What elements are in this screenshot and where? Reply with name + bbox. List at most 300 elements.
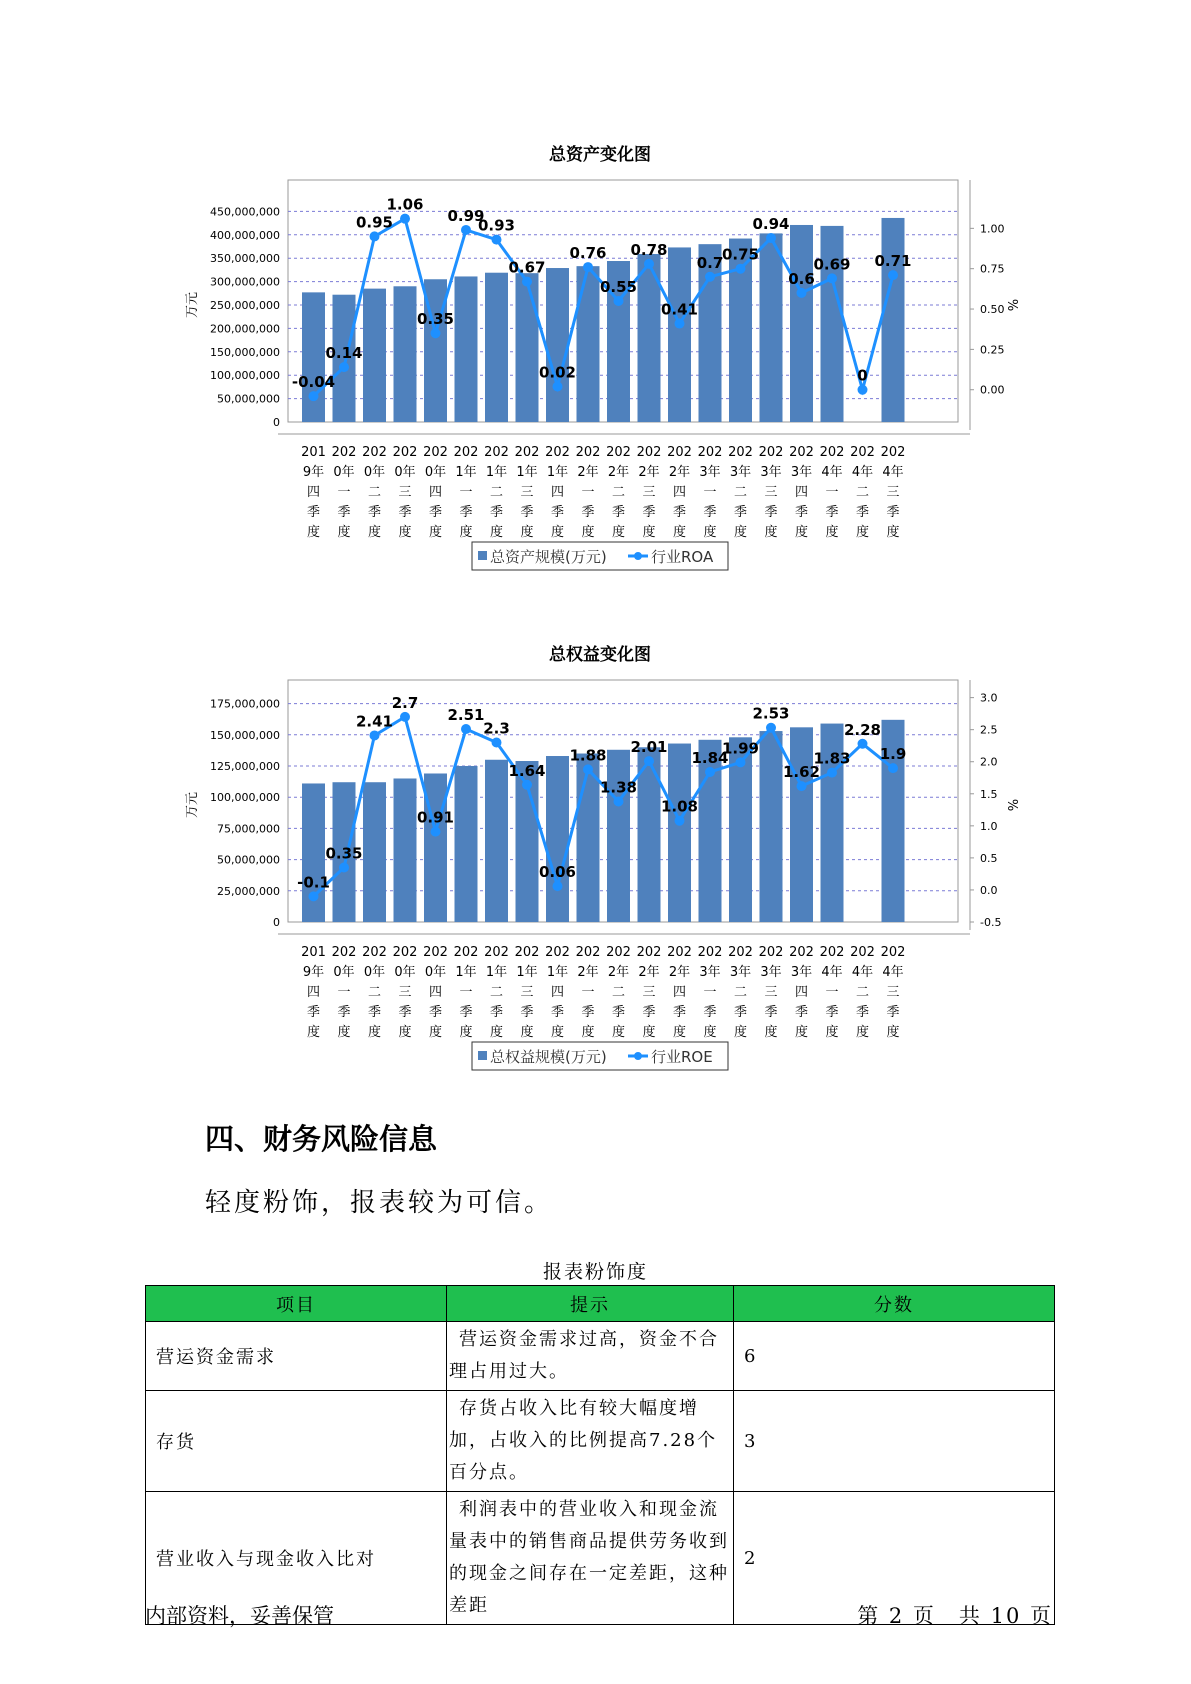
category-label: 季: [520, 505, 534, 520]
category-label: 季: [794, 1005, 809, 1020]
category-label: 一: [825, 985, 839, 1000]
category-label: 一: [581, 485, 595, 500]
category-label: 202: [514, 445, 540, 460]
category-label: 202: [575, 445, 601, 460]
bar: [455, 766, 478, 922]
category-label: 三: [764, 985, 778, 1000]
category-label: 202: [758, 945, 784, 960]
category-label: 三: [764, 485, 778, 500]
category-label: 季: [764, 1005, 778, 1020]
bar: [760, 731, 783, 922]
category-label: 二: [733, 485, 748, 500]
line-point: [461, 724, 471, 734]
category-label: 四: [428, 485, 443, 500]
risk-table: [145, 1285, 1055, 1625]
left-tick-label: 50,000,000: [217, 853, 280, 867]
data-label: 0.02: [538, 363, 577, 382]
category-label: 3年: [729, 465, 752, 480]
right-tick-label: 0.00: [980, 383, 1005, 397]
row-item: 营业收入与现金收入比对: [146, 1492, 447, 1625]
line-point: [858, 739, 868, 749]
left-tick-label: 250,000,000: [210, 299, 280, 312]
data-label: 0.35: [416, 310, 455, 329]
category-label: 季: [703, 505, 717, 520]
category-label: 四: [794, 485, 809, 500]
category-label: 二: [855, 985, 870, 1000]
legend-bar-swatch: [478, 1051, 487, 1060]
left-tick-label: 200,000,000: [210, 322, 280, 336]
data-label: 0.78: [630, 240, 668, 259]
right-axis-title: %: [1004, 298, 1019, 312]
category-label: 202: [606, 445, 631, 460]
category-label: 202: [819, 945, 845, 960]
data-label: 2.53: [752, 704, 790, 723]
category-label: 度: [367, 525, 382, 540]
data-label: 1.9: [879, 745, 907, 764]
category-label: 202: [484, 445, 509, 460]
line-point: [705, 767, 715, 777]
category-label: 二: [611, 485, 626, 500]
line-point: [522, 277, 532, 287]
category-label: 四: [672, 985, 687, 1000]
bar: [546, 268, 569, 422]
category-label: 202: [392, 445, 418, 460]
category-label: 季: [581, 1005, 595, 1020]
category-label: 度: [489, 1025, 504, 1040]
data-label: 1.06: [386, 195, 424, 214]
category-label: 季: [733, 1005, 748, 1020]
category-label: 202: [453, 445, 479, 460]
category-label: 度: [642, 525, 656, 540]
category-label: 度: [886, 525, 900, 540]
category-label: 1年: [546, 465, 569, 480]
left-tick-label: 125,000,000: [210, 760, 280, 773]
category-label: 四: [550, 985, 565, 1000]
line-point: [400, 214, 410, 224]
row-hint: 利润表中的营业收入和现金流量表中的销售商品提供劳务收到的现金之间存在一定差距，这种差距: [447, 1492, 734, 1625]
data-label: 0.91: [416, 808, 455, 827]
category-label: 季: [733, 505, 748, 520]
left-tick-label: 100,000,000: [210, 369, 280, 383]
header-item: 项目: [146, 1286, 447, 1322]
category-label: 202: [728, 445, 753, 460]
data-label: 0.95: [355, 213, 394, 232]
bar: [577, 266, 600, 422]
category-label: 202: [575, 945, 601, 960]
category-label: 2年: [668, 965, 691, 980]
right-tick-label: 0.0: [980, 883, 998, 897]
data-label: 1.62: [782, 763, 821, 782]
category-label: 二: [489, 485, 504, 500]
right-axis-title: %: [1004, 798, 1019, 812]
bar: [485, 273, 508, 422]
category-label: 4年: [821, 965, 843, 980]
category-label: 2年: [607, 465, 630, 480]
category-label: 三: [520, 485, 534, 500]
category-label: 202: [331, 945, 357, 960]
right-tick-label: 2.0: [980, 755, 998, 769]
legend-bar-label: 总资产规模(万元): [490, 548, 607, 566]
header-hint: 提示: [447, 1286, 734, 1322]
category-label: 季: [489, 1005, 504, 1020]
category-label: 201: [301, 445, 326, 460]
header-score: 分数: [734, 1286, 1055, 1322]
category-label: 一: [703, 485, 717, 500]
category-label: 一: [703, 985, 717, 1000]
bar: [455, 276, 478, 422]
category-label: 202: [362, 945, 387, 960]
category-label: 季: [611, 505, 626, 520]
data-label: -0.04: [291, 373, 336, 392]
category-label: 季: [459, 1005, 473, 1020]
category-label: 2年: [607, 965, 630, 980]
category-label: 0年: [424, 965, 447, 980]
legend-line-marker: [634, 1052, 642, 1060]
data-label: 2.28: [843, 720, 882, 739]
left-tick-label: 50,000,000: [217, 392, 280, 406]
category-label: 0年: [394, 965, 416, 980]
category-label: 1年: [485, 965, 508, 980]
category-label: 度: [459, 525, 473, 540]
category-label: 季: [642, 1005, 656, 1020]
line-point: [583, 764, 593, 774]
left-axis-title: 万元: [185, 791, 200, 819]
category-label: 度: [428, 525, 443, 540]
data-label: 2.01: [630, 738, 668, 757]
category-label: 1年: [516, 465, 538, 480]
category-label: 度: [337, 525, 351, 540]
category-label: 9年: [302, 965, 325, 980]
category-label: 度: [764, 525, 778, 540]
category-label: 3年: [790, 465, 813, 480]
category-label: 202: [636, 945, 662, 960]
category-label: 202: [423, 945, 448, 960]
risk-summary: 轻度粉饰，报表较为可信。: [205, 1188, 554, 1218]
category-label: 一: [581, 985, 595, 1000]
bar: [516, 273, 539, 422]
category-label: 季: [672, 1005, 687, 1020]
category-label: 季: [794, 505, 809, 520]
line-point: [644, 756, 654, 766]
line-point: [827, 768, 837, 778]
category-label: 度: [672, 525, 687, 540]
category-label: 季: [825, 1005, 839, 1020]
category-label: 度: [520, 1025, 534, 1040]
data-label: 1.84: [691, 748, 729, 767]
category-label: 度: [733, 525, 748, 540]
data-label: 0.99: [447, 206, 485, 225]
bar: [790, 727, 813, 922]
right-tick-label: 0.5: [980, 851, 998, 865]
category-label: 2年: [577, 465, 599, 480]
category-label: 季: [489, 505, 504, 520]
right-tick-label: 0.50: [980, 303, 1005, 317]
left-tick-label: 300,000,000: [210, 275, 280, 289]
category-label: 季: [642, 505, 656, 520]
line-point: [736, 264, 746, 274]
right-tick-label: 0.25: [980, 343, 1005, 357]
category-label: 0年: [333, 465, 355, 480]
total-equity-chart: [0, 630, 1191, 1100]
category-label: 4年: [882, 465, 904, 480]
category-label: 202: [789, 445, 814, 460]
line-point: [614, 296, 624, 306]
right-tick-label: 1.5: [980, 787, 998, 801]
right-tick-label: 1.00: [980, 222, 1005, 236]
category-label: 四: [550, 485, 565, 500]
table-row: [146, 1391, 1055, 1492]
line-point: [888, 270, 898, 280]
category-label: 度: [764, 1025, 778, 1040]
line-point: [431, 328, 441, 338]
category-label: 0年: [333, 965, 355, 980]
row-item: 存货: [146, 1391, 447, 1492]
category-label: 202: [514, 945, 540, 960]
category-label: 季: [611, 1005, 626, 1020]
category-label: 1年: [455, 465, 477, 480]
bar: [363, 782, 386, 922]
category-label: 三: [520, 985, 534, 1000]
left-tick-label: 175,000,000: [210, 697, 280, 711]
data-label: 1.99: [721, 739, 760, 758]
category-label: 2年: [577, 965, 599, 980]
row-score: 3: [734, 1391, 1055, 1492]
category-label: 二: [855, 485, 870, 500]
data-label: 0.6: [788, 269, 815, 288]
category-label: 二: [489, 985, 504, 1000]
category-label: 度: [489, 525, 504, 540]
category-label: 三: [886, 485, 900, 500]
category-label: 季: [337, 1005, 351, 1020]
bar: [546, 756, 569, 922]
legend-line-marker: [634, 552, 642, 560]
category-label: 一: [337, 985, 351, 1000]
data-label: 0.93: [477, 216, 516, 235]
data-label: 1.88: [569, 746, 607, 765]
data-label: 0: [857, 366, 868, 385]
data-label: 0.7: [696, 253, 724, 272]
left-tick-label: 75,000,000: [217, 822, 280, 836]
category-label: 4年: [851, 965, 874, 980]
category-label: 三: [642, 485, 656, 500]
category-label: 季: [886, 505, 900, 520]
category-label: 季: [703, 1005, 717, 1020]
category-label: 202: [850, 945, 875, 960]
data-label: 0.69: [813, 255, 851, 274]
category-label: 一: [825, 485, 839, 500]
category-label: 季: [825, 505, 839, 520]
right-tick-label: -0.5: [980, 916, 1002, 929]
data-label: 2.41: [355, 712, 394, 731]
category-label: 2年: [638, 465, 660, 480]
section-title: 四、财务风险信息: [205, 1122, 438, 1156]
line-point: [614, 796, 624, 806]
category-label: 度: [703, 1025, 717, 1040]
left-tick-label: 0: [273, 916, 280, 929]
category-label: 0年: [424, 465, 447, 480]
category-label: 202: [697, 445, 723, 460]
category-label: 202: [880, 945, 906, 960]
category-label: 季: [398, 1005, 412, 1020]
line-point: [766, 723, 776, 733]
category-label: 1年: [455, 965, 477, 980]
category-label: 度: [733, 1025, 748, 1040]
category-label: 度: [825, 1025, 839, 1040]
row-item: 营运资金需求: [146, 1322, 447, 1391]
category-label: 4年: [821, 465, 843, 480]
category-label: 度: [825, 525, 839, 540]
line-point: [553, 381, 563, 391]
category-label: 201: [301, 945, 326, 960]
category-label: 度: [459, 1025, 473, 1040]
category-label: 0年: [394, 465, 416, 480]
total-assets-chart: [0, 130, 1191, 600]
bar: [394, 778, 417, 922]
category-label: 202: [636, 445, 662, 460]
line-point: [888, 763, 898, 773]
category-label: 度: [794, 1025, 809, 1040]
category-label: 202: [423, 445, 448, 460]
category-label: 202: [606, 945, 631, 960]
left-tick-label: 25,000,000: [217, 884, 280, 898]
category-label: 3年: [760, 465, 782, 480]
left-tick-label: 450,000,000: [210, 205, 280, 219]
row-score: 6: [734, 1322, 1055, 1391]
left-tick-label: 100,000,000: [210, 791, 280, 805]
line-point: [309, 891, 319, 901]
category-label: 1年: [546, 965, 569, 980]
left-axis-title: 万元: [185, 291, 200, 319]
bar: [394, 286, 417, 422]
line-point: [370, 730, 380, 740]
category-label: 二: [367, 985, 382, 1000]
category-label: 度: [642, 1025, 656, 1040]
category-label: 202: [728, 945, 753, 960]
line-point: [858, 385, 868, 395]
right-tick-label: 1.0: [980, 819, 998, 833]
line-point: [675, 319, 685, 329]
line-point: [827, 273, 837, 283]
category-label: 2年: [668, 465, 691, 480]
chart-title: 总资产变化图: [549, 145, 651, 165]
line-point: [339, 362, 349, 372]
category-label: 度: [581, 525, 595, 540]
category-label: 202: [850, 445, 875, 460]
left-tick-label: 0: [273, 416, 280, 429]
left-tick-label: 350,000,000: [210, 252, 280, 266]
category-label: 季: [459, 505, 473, 520]
footer-confidential: 内部资料，妥善保管: [145, 1604, 334, 1628]
category-label: 三: [642, 985, 656, 1000]
data-label: 0.94: [752, 215, 790, 234]
category-label: 季: [520, 1005, 534, 1020]
category-label: 度: [581, 1025, 595, 1040]
category-label: 度: [550, 1025, 565, 1040]
row-score: 2: [734, 1492, 1055, 1625]
category-label: 3年: [699, 965, 721, 980]
table-caption: 报表粉饰度: [542, 1261, 648, 1283]
bar: [668, 744, 691, 922]
data-label: 0.76: [569, 244, 607, 263]
line-point: [675, 816, 685, 826]
category-label: 度: [398, 1025, 412, 1040]
bar: [607, 750, 630, 922]
category-label: 3年: [760, 965, 782, 980]
category-label: 度: [428, 1025, 443, 1040]
row-hint: 营运资金需求过高，资金不合理占用过大。: [447, 1322, 734, 1391]
bar: [668, 247, 691, 422]
left-tick-label: 400,000,000: [210, 228, 280, 242]
category-label: 4年: [882, 965, 904, 980]
data-label: 0.75: [721, 245, 760, 264]
category-label: 季: [855, 505, 870, 520]
left-tick-label: 150,000,000: [210, 345, 280, 359]
category-label: 度: [794, 525, 809, 540]
legend-bar-swatch: [478, 551, 487, 560]
bar: [302, 292, 325, 422]
category-label: 季: [764, 505, 778, 520]
category-label: 202: [819, 445, 845, 460]
line-point: [736, 757, 746, 767]
category-label: 3年: [729, 965, 752, 980]
line-point: [492, 737, 502, 747]
total-equity-chart-svg: [0, 630, 1191, 1100]
bar: [485, 760, 508, 922]
chart-title: 总权益变化图: [549, 645, 651, 665]
category-label: 三: [398, 485, 412, 500]
category-label: 度: [520, 525, 534, 540]
bar: [882, 218, 905, 422]
data-label: 2.51: [447, 706, 485, 725]
data-label: 0.41: [660, 300, 699, 319]
category-label: 四: [306, 485, 321, 500]
category-label: 四: [672, 485, 687, 500]
line-point: [644, 259, 654, 269]
table-row: [146, 1322, 1055, 1391]
data-label: 2.7: [391, 693, 419, 712]
left-tick-label: 150,000,000: [210, 728, 280, 742]
category-label: 季: [428, 1005, 443, 1020]
category-label: 季: [886, 1005, 900, 1020]
category-label: 季: [550, 1005, 565, 1020]
legend-bar-label: 总权益规模(万元): [490, 1048, 607, 1066]
line-point: [553, 881, 563, 891]
line-point: [705, 272, 715, 282]
category-label: 202: [484, 945, 509, 960]
data-label: 0.06: [538, 863, 577, 882]
category-label: 202: [667, 945, 692, 960]
data-label: 0.35: [325, 844, 363, 863]
category-label: 季: [581, 505, 595, 520]
category-label: 季: [306, 1005, 321, 1020]
legend-line-label: 行业ROA: [651, 548, 714, 566]
legend-line-label: 行业ROE: [651, 1048, 713, 1066]
data-label: 1.83: [813, 749, 851, 768]
category-label: 度: [550, 525, 565, 540]
data-label: 1.64: [508, 761, 546, 780]
category-label: 四: [428, 985, 443, 1000]
category-label: 202: [545, 445, 570, 460]
category-label: 4年: [851, 465, 874, 480]
right-tick-label: 0.75: [980, 262, 1005, 276]
category-label: 季: [550, 505, 565, 520]
category-label: 度: [398, 525, 412, 540]
category-label: 度: [672, 1025, 687, 1040]
data-label: 0.14: [325, 344, 363, 363]
category-label: 季: [337, 505, 351, 520]
category-label: 3年: [699, 465, 721, 480]
category-label: 季: [367, 1005, 382, 1020]
